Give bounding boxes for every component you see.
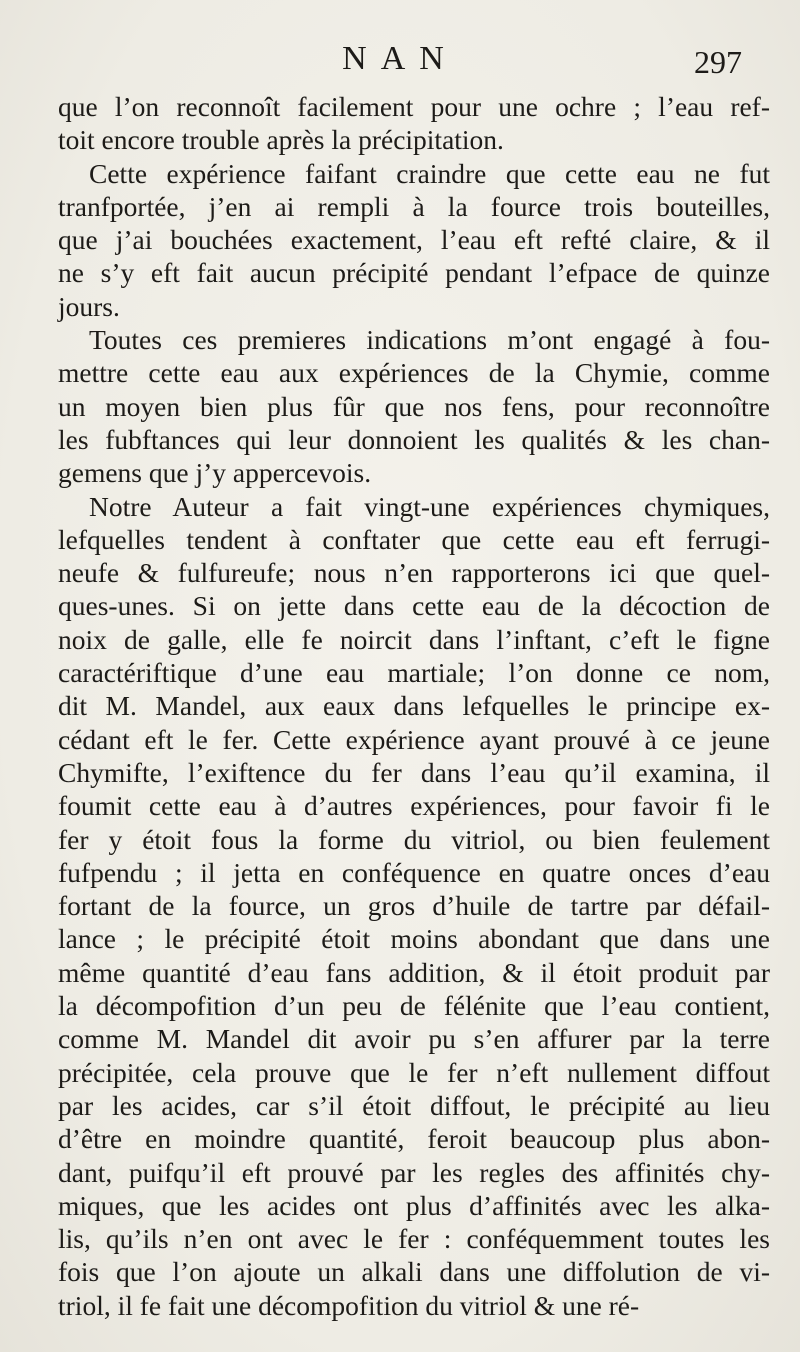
text-line: un moyen bien plus fûr que nos fens, pour reconnoître bbox=[58, 390, 770, 422]
page-header bbox=[0, 40, 800, 90]
text-line: les fubftances qui leur donnoient les qualités & les chan- bbox=[58, 423, 770, 455]
text-line: Cette expérience faifant craindre que cette eau ne fut bbox=[89, 157, 770, 189]
text-line: précipitée, cela prouve que le fer n’eft nullement diffout bbox=[58, 1056, 770, 1088]
text-line: comme M. Mandel dit avoir pu s’en affurer par la terre bbox=[58, 1023, 770, 1055]
text-line: triol, il fe fait une décompofition du vitriol & une ré- bbox=[58, 1289, 640, 1321]
text-line: même quantité d’eau fans addition, & il étoit produit par bbox=[58, 956, 770, 988]
text-line: ques-unes. Si on jette dans cette eau de la décoction de bbox=[58, 590, 770, 622]
paragraph bbox=[58, 323, 770, 489]
text-line: ne s’y eft fait aucun précipité pendant l’efpace de quinze bbox=[58, 257, 770, 289]
text-line: la décompofition d’un peu de félénite que l’eau contient, bbox=[58, 990, 770, 1022]
text-line: jours. bbox=[58, 290, 120, 322]
text-line: Notre Auteur a fait vingt-une expériences chymiques, bbox=[89, 490, 770, 522]
text-line: miques, que les acides ont plus d’affinités avec les alka- bbox=[58, 1189, 770, 1221]
text-line: caractériftique d’une eau martiale; l’on donne ce nom, bbox=[58, 657, 770, 689]
text-line: fer y étoit fous la forme du vitriol, ou bien feulement bbox=[58, 823, 770, 855]
text-line: lis, qu’ils n’en ont avec le fer : conféquemment toutes les bbox=[58, 1223, 770, 1255]
text-line: noix de galle, elle fe noircit dans l’inftant, c’eft le figne bbox=[58, 623, 770, 655]
body-text bbox=[58, 90, 770, 1322]
page-number: 297 bbox=[694, 44, 742, 80]
text-line: que l’on reconnoît facilement pour une ochre ; l’eau ref- bbox=[58, 91, 770, 122]
text-line: dant, puifqu’il eft prouvé par les regles des affinités chy- bbox=[58, 1156, 770, 1188]
text-line: par les acides, car s’il étoit diffout, le précipité au lieu bbox=[58, 1089, 770, 1121]
text-line: d’être en moindre quantité, feroit beaucoup plus abon- bbox=[58, 1123, 770, 1155]
paragraph bbox=[58, 490, 770, 1322]
text-line: neufe & fulfureufe; nous n’en rapporterons ici que quel- bbox=[58, 557, 770, 589]
paragraph bbox=[58, 157, 770, 323]
text-line: que j’ai bouchées exactement, l’eau eft refté claire, & il bbox=[58, 224, 770, 256]
text-line: fufpendu ; il jetta en conféquence en quatre onces d’eau bbox=[58, 856, 770, 888]
text-line: cédant eft le fer. Cette expérience ayant prouvé à ce jeune bbox=[58, 723, 770, 755]
paragraph bbox=[58, 90, 770, 157]
text-line: gemens que j’y appercevois. bbox=[58, 457, 372, 489]
text-line: mettre cette eau aux expériences de la Chymie, comme bbox=[58, 357, 770, 389]
text-line: dit M. Mandel, aux eaux dans lefquelles le principe ex- bbox=[58, 690, 770, 722]
text-line: fortant de la fource, un gros d’huile de tartre par défail- bbox=[58, 890, 770, 922]
text-line: toit encore trouble après la précipitation. bbox=[58, 124, 504, 156]
text-line: tranfportée, j’en ai rempli à la fource trois bouteilles, bbox=[58, 190, 770, 222]
text-line: lance ; le précipité étoit moins abondant que dans une bbox=[58, 923, 770, 955]
text-line: Chymifte, l’exiftence du fer dans l’eau qu’il examina, il bbox=[58, 756, 770, 788]
text-line: lefquelles tendent à conftater que cette eau eft ferrugi- bbox=[58, 523, 770, 555]
running-head: NAN bbox=[342, 40, 458, 77]
text-line: Toutes ces premieres indications m’ont engagé à fou- bbox=[89, 324, 770, 356]
text-line: foumit cette eau à d’autres expériences, pour favoir fi le bbox=[58, 790, 770, 822]
text-line: fois que l’on ajoute un alkali dans une diffolution de vi- bbox=[58, 1256, 770, 1288]
